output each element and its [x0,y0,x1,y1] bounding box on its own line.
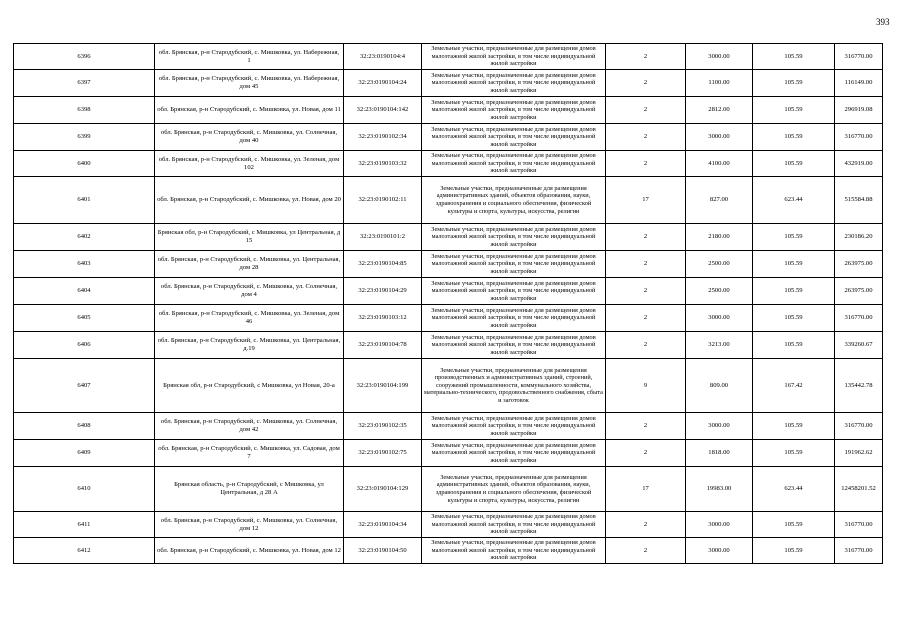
rate-cell: 105.59 [753,305,835,332]
cadastral-number-cell: 32:23:0190104:78 [344,332,422,359]
value-cell: 432919.00 [835,151,883,177]
address-cell: обл. Брянская, р-н Стародубский, с. Мишковка, ул. Солнечная, дом 4 [155,278,344,305]
group-cell: 2 [606,44,686,70]
page-number: 393 [876,17,890,27]
cadastral-number-cell: 32:23:0190104:142 [344,97,422,124]
cadastral-number-cell: 32:23:0190104:24 [344,70,422,97]
cadastral-number-cell: 32:23:0190104:34 [344,512,422,538]
land-use-cell: Земельные участки, предназначенные для размещения домов малоэтажной жилой застройки, в том числе индивидуальной жилой застройки [422,305,606,332]
land-use-cell: Земельные участки, предназначенные для размещения административных зданий, объектов образования, науки, здравоохранения и социального обеспечения, физической культуры и спорта, культуры, искусства, религии [422,177,606,224]
cadastral-number-cell: 32:23:0190102:35 [344,413,422,440]
land-use-cell: Земельные участки, предназначенные для размещения домов малоэтажной жилой застройки, в том числе индивидуальной жилой застройки [422,151,606,177]
rate-cell: 105.59 [753,151,835,177]
rate-cell: 167.42 [753,359,835,413]
table-row [14,70,883,97]
group-cell: 2 [606,332,686,359]
row-number: 6408 [14,413,155,440]
row-number: 6398 [14,97,155,124]
value-cell: 316770.00 [835,538,883,564]
area-cell: 3000.00 [686,305,753,332]
table-row [14,413,883,440]
cadastral-number-cell: 32:23:0190103:12 [344,305,422,332]
rate-cell: 623.44 [753,467,835,512]
rate-cell: 105.59 [753,251,835,278]
table-row [14,177,883,224]
cadastral-number-cell: 32:23:0190104:4 [344,44,422,70]
group-cell: 2 [606,512,686,538]
group-cell: 2 [606,151,686,177]
address-cell: обл. Брянская, р-н Стародубский, с. Мишковка, ул. Солнечная, дом 40 [155,124,344,151]
address-cell: обл. Брянская, р-н Стародубский, с. Мишковка, ул. Новая, дом 12 [155,538,344,564]
rate-cell: 105.59 [753,413,835,440]
value-cell: 12458201.52 [835,467,883,512]
land-use-cell: Земельные участки, предназначенные для размещения домов малоэтажной жилой застройки, в том числе индивидуальной жилой застройки [422,44,606,70]
cadastral-number-cell: 32:23:0190101:2 [344,224,422,251]
cadastral-number-cell: 32:23:0190104:129 [344,467,422,512]
area-cell: 3000.00 [686,413,753,440]
value-cell: 316770.00 [835,124,883,151]
address-cell: обл. Брянская, р-н Стародубский, с. Мишковка, ул. Новая, дом 11 [155,97,344,124]
group-cell: 2 [606,124,686,151]
rate-cell: 105.59 [753,44,835,70]
cadastral-number-cell: 32:23:0190104:85 [344,251,422,278]
value-cell: 296919.08 [835,97,883,124]
area-cell: 2180.00 [686,224,753,251]
table-row [14,467,883,512]
rate-cell: 105.59 [753,440,835,467]
group-cell: 17 [606,467,686,512]
row-number: 6412 [14,538,155,564]
area-cell: 3000.00 [686,512,753,538]
land-use-cell: Земельные участки, предназначенные для размещения домов малоэтажной жилой застройки, в том числе индивидуальной жилой застройки [422,332,606,359]
address-cell: обл. Брянская, р-н Стародубский, с. Мишковка, ул. Набережная, дом 45 [155,70,344,97]
row-number: 6406 [14,332,155,359]
value-cell: 316770.00 [835,44,883,70]
area-cell: 1100.00 [686,70,753,97]
land-use-cell: Земельные участки, предназначенные для размещения домов малоэтажной жилой застройки, в том числе индивидуальной жилой застройки [422,224,606,251]
group-cell: 2 [606,224,686,251]
area-cell: 2500.00 [686,278,753,305]
table-row [14,124,883,151]
area-cell: 2812.00 [686,97,753,124]
group-cell: 2 [606,413,686,440]
address-cell: Брянская область, р-н Стародубский, с Мишковка, ул Центральная, д 28 А [155,467,344,512]
land-use-cell: Земельные участки, предназначенные для размещения домов малоэтажной жилой застройки, в том числе индивидуальной жилой застройки [422,278,606,305]
cadastral-value-table [13,43,883,564]
area-cell: 2500.00 [686,251,753,278]
address-cell: обл. Брянская, р-н Стародубский, с. Мишковка, ул. Зеленая, дом 102 [155,151,344,177]
row-number: 6409 [14,440,155,467]
land-use-cell: Земельные участки, предназначенные для размещения домов малоэтажной жилой застройки, в том числе индивидуальной жилой застройки [422,440,606,467]
row-number: 6407 [14,359,155,413]
rate-cell: 105.59 [753,70,835,97]
address-cell: обл. Брянская, р-н Стародубский, с. Мишковка, ул. Новая, дом 20 [155,177,344,224]
group-cell: 2 [606,97,686,124]
area-cell: 3000.00 [686,124,753,151]
table-row [14,332,883,359]
area-cell: 827.00 [686,177,753,224]
land-use-cell: Земельные участки, предназначенные для размещения домов малоэтажной жилой застройки, в том числе индивидуальной жилой застройки [422,413,606,440]
cadastral-number-cell: 32:23:0190104:199 [344,359,422,413]
value-cell: 316770.00 [835,413,883,440]
row-number: 6396 [14,44,155,70]
value-cell: 116149.00 [835,70,883,97]
value-cell: 230186.20 [835,224,883,251]
area-cell: 809.00 [686,359,753,413]
value-cell: 339260.67 [835,332,883,359]
rate-cell: 105.59 [753,97,835,124]
rate-cell: 105.59 [753,512,835,538]
group-cell: 2 [606,70,686,97]
address-cell: обл. Брянская, р-н Стародубский, с. Мишковка, ул. Садовая, дом 7 [155,440,344,467]
area-cell: 3000.00 [686,538,753,564]
group-cell: 17 [606,177,686,224]
address-cell: обл. Брянская, р-н Стародубский, с. Мишковка, ул. Солнечная, дом 42 [155,413,344,440]
group-cell: 2 [606,538,686,564]
area-cell: 1818.00 [686,440,753,467]
land-use-cell: Земельные участки, предназначенные для размещения производственных и административных зданий, строений, сооружений промышленности, коммунального хозяйства, материально-технического, продовольственного снабжения, сбыта и заготовок [422,359,606,413]
address-cell: обл. Брянская, р-н Стародубский, с. Мишковка, ул. Солнечная, дом 12 [155,512,344,538]
table-row [14,538,883,564]
address-cell: Брянская обл, р-н Стародубский, с Мишковка, ул Центральная, д 15 [155,224,344,251]
value-cell: 191962.62 [835,440,883,467]
land-use-cell: Земельные участки, предназначенные для размещения домов малоэтажной жилой застройки, в том числе индивидуальной жилой застройки [422,97,606,124]
value-cell: 263975.00 [835,251,883,278]
row-number: 6399 [14,124,155,151]
value-cell: 263975.00 [835,278,883,305]
land-use-cell: Земельные участки, предназначенные для размещения домов малоэтажной жилой застройки, в том числе индивидуальной жилой застройки [422,512,606,538]
cadastral-number-cell: 32:23:0190104:29 [344,278,422,305]
rate-cell: 105.59 [753,278,835,305]
value-cell: 515584.88 [835,177,883,224]
row-number: 6401 [14,177,155,224]
row-number: 6400 [14,151,155,177]
row-number: 6405 [14,305,155,332]
address-cell: обл. Брянская, р-н Стародубский, с. Мишковка, ул. Зеленая, дом 46 [155,305,344,332]
table-row [14,305,883,332]
land-use-cell: Земельные участки, предназначенные для размещения административных зданий, объектов образования, науки, здравоохранения и социального обеспечения, физической культуры и спорта, культуры, искусства, религии [422,467,606,512]
area-cell: 4100.00 [686,151,753,177]
table-row [14,97,883,124]
cadastral-number-cell: 32:23:0190102:11 [344,177,422,224]
address-cell: обл. Брянская, р-н Стародубский, с. Мишковка, ул. Центральная, д.19 [155,332,344,359]
rate-cell: 105.59 [753,332,835,359]
row-number: 6410 [14,467,155,512]
land-use-cell: Земельные участки, предназначенные для размещения домов малоэтажной жилой застройки, в том числе индивидуальной жилой застройки [422,251,606,278]
group-cell: 2 [606,305,686,332]
value-cell: 135442.78 [835,359,883,413]
table-row [14,44,883,70]
cadastral-number-cell: 32:23:0190102:75 [344,440,422,467]
table-row [14,278,883,305]
group-cell: 2 [606,440,686,467]
land-use-cell: Земельные участки, предназначенные для размещения домов малоэтажной жилой застройки, в том числе индивидуальной жилой застройки [422,70,606,97]
value-cell: 316770.00 [835,512,883,538]
row-number: 6402 [14,224,155,251]
table-row [14,151,883,177]
group-cell: 2 [606,251,686,278]
address-cell: обл. Брянская, р-н Стародубский, с. Мишковка, ул. Набережная, 1 [155,44,344,70]
rate-cell: 623.44 [753,177,835,224]
row-number: 6397 [14,70,155,97]
group-cell: 2 [606,278,686,305]
land-use-cell: Земельные участки, предназначенные для размещения домов малоэтажной жилой застройки, в том числе индивидуальной жилой застройки [422,124,606,151]
row-number: 6403 [14,251,155,278]
value-cell: 316770.00 [835,305,883,332]
cadastral-number-cell: 32:23:0190103:32 [344,151,422,177]
rate-cell: 105.59 [753,224,835,251]
area-cell: 3213.00 [686,332,753,359]
address-cell: Брянская обл, р-н Стародубский, с Мишковка, ул Новая, 20-а [155,359,344,413]
address-cell: обл. Брянская, р-н Стародубский, с. Мишковка, ул. Центральная, дом 28 [155,251,344,278]
land-use-cell: Земельные участки, предназначенные для размещения домов малоэтажной жилой застройки, в том числе индивидуальной жилой застройки [422,538,606,564]
table-row [14,224,883,251]
table-body [14,44,883,564]
cadastral-number-cell: 32:23:0190102:34 [344,124,422,151]
table-row [14,440,883,467]
area-cell: 3000.00 [686,44,753,70]
row-number: 6404 [14,278,155,305]
rate-cell: 105.59 [753,538,835,564]
rate-cell: 105.59 [753,124,835,151]
table-row [14,251,883,278]
row-number: 6411 [14,512,155,538]
group-cell: 9 [606,359,686,413]
table-row [14,359,883,413]
cadastral-number-cell: 32:23:0190104:50 [344,538,422,564]
table-row [14,512,883,538]
area-cell: 19983.00 [686,467,753,512]
